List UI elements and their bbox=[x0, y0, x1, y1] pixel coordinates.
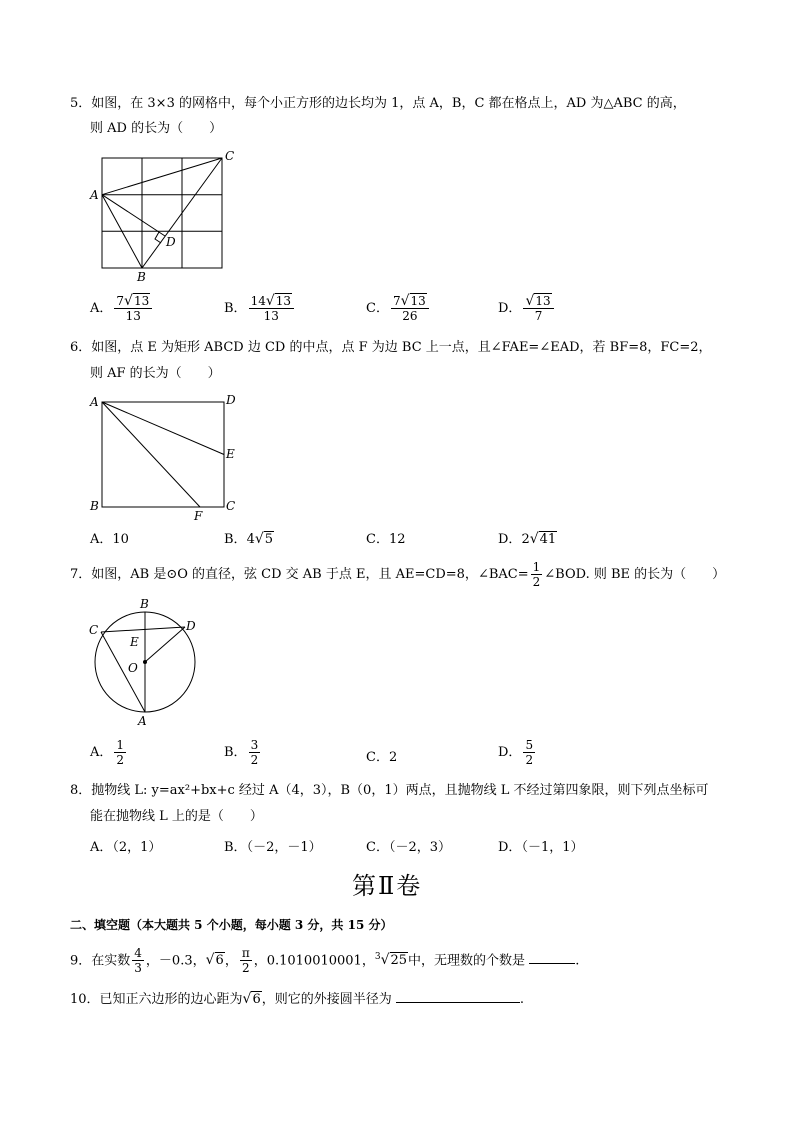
q8-line1: 8．抛物线 L: y=ax²+bx+c 经过 A（4，3），B（0，1）两点，且抛物线 L 不经过第四象限，则下列点坐标可 bbox=[70, 783, 709, 798]
section-heading: 二、填空题（本大题共 5 个小题，每小题 3 分，共 15 分） bbox=[70, 918, 393, 932]
q8-option-b[interactable]: B．（－2，－1） bbox=[224, 840, 322, 855]
q5-label-c: C bbox=[225, 149, 235, 163]
q6-label-a: A bbox=[90, 395, 99, 409]
q7-option-a[interactable]: A． $\frac{1}{2}$ bbox=[90, 738, 125, 767]
q5-option-c[interactable]: C． $\frac{7√13}{26}$ bbox=[366, 294, 431, 323]
q7-label-e: E bbox=[130, 635, 139, 649]
q7-line1: 7．如图，AB 是⊙O 的直径，弦 CD 交 AB 于点 E，且 AE=CD=8，∠BAC= $\frac{1}{2}$ ∠BOD. 则 BE 的长为（ ） bbox=[70, 560, 726, 589]
q5-line1: 5．如图，在 3×3 的网格中，每个小正方形的边长均为 1，点 A，B，C 都在格点上，AD 为△ABC 的高， bbox=[70, 96, 686, 111]
q10-answer-blank[interactable] bbox=[396, 1001, 520, 1003]
q6-label-e: E bbox=[226, 447, 235, 461]
q5-option-a[interactable]: A． $\frac{7√13}{13}$ bbox=[90, 294, 154, 323]
q6-label-b: B bbox=[90, 499, 99, 513]
q5-option-b[interactable]: B． $\frac{14√13}{13}$ bbox=[224, 294, 296, 323]
q6-option-c[interactable]: C．12 bbox=[366, 532, 406, 547]
q6-label-c: C bbox=[226, 499, 236, 513]
q7-figure bbox=[82, 596, 212, 728]
q8-option-d[interactable]: D．（－1，1） bbox=[498, 840, 584, 855]
q7-option-c[interactable]: C．2 bbox=[366, 750, 398, 765]
q8-line2: 能在抛物线 L 上的是（ ） bbox=[90, 809, 263, 824]
q6-figure bbox=[86, 390, 246, 522]
q8-option-a[interactable]: A．（2，1） bbox=[90, 840, 162, 855]
q5-option-d[interactable]: D． $\frac{√13}{7}$ bbox=[498, 294, 556, 323]
q7-option-b[interactable]: B． $\frac{3}{2}$ bbox=[224, 738, 259, 767]
q7-label-o: O bbox=[128, 661, 138, 675]
q7-option-d[interactable]: D． $\frac{5}{2}$ bbox=[498, 738, 534, 767]
q5-figure bbox=[86, 148, 246, 284]
q5-label-b: B bbox=[137, 270, 146, 284]
q7-label-d: D bbox=[186, 619, 196, 633]
q10-line: 10．已知正六边形的边心距为√6，则它的外接圆半径为 . bbox=[70, 991, 525, 1007]
q7-label-c: C bbox=[89, 623, 99, 637]
q5-line2: 则 AD 的长为（ ） bbox=[90, 121, 223, 136]
q6-option-b[interactable]: B．4√5 bbox=[224, 531, 274, 547]
part-title: 第Ⅱ卷 bbox=[352, 872, 423, 900]
q8-option-c[interactable]: C．（－2，3） bbox=[366, 840, 451, 855]
q6-label-f: F bbox=[194, 509, 203, 522]
q7-label-a: A bbox=[138, 714, 147, 728]
q6-option-d[interactable]: D．2√41 bbox=[498, 531, 557, 547]
q5-label-d: D bbox=[166, 235, 176, 249]
q7-label-b: B bbox=[140, 597, 149, 611]
q5-label-a: A bbox=[90, 188, 99, 202]
q6-line1: 6．如图，点 E 为矩形 ABCD 边 CD 的中点，点 F 为边 BC 上一点，且∠FAE=∠EAD，若 BF=8，FC=2， bbox=[70, 340, 712, 355]
q6-line2: 则 AF 的长为（ ） bbox=[90, 366, 221, 381]
q9-answer-blank[interactable] bbox=[529, 962, 575, 964]
q9-line: 9．在实数 $\frac{4}{3}$ ，－0.3，√6， $\frac{\pi}{2}$ ，0.1010010001，$^3$√25中，无理数的个数是 . bbox=[70, 946, 580, 976]
q6-option-a[interactable]: A．10 bbox=[90, 532, 129, 547]
q6-label-d: D bbox=[226, 393, 236, 407]
